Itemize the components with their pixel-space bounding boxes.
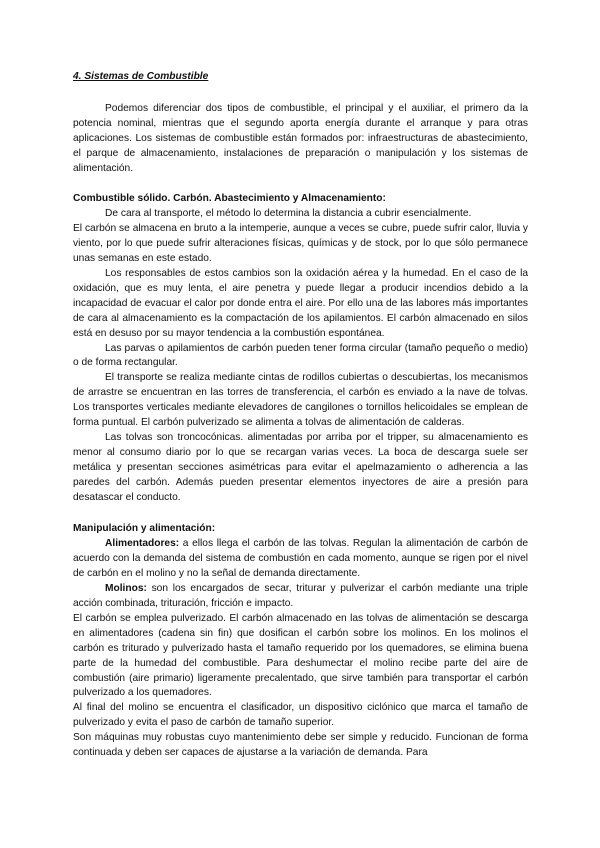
section-heading-handling: Manipulación y alimentación: bbox=[73, 523, 216, 535]
paragraph: Son máquinas muy robustas cuyo mantenimiento debe ser simple y reducido. Funcionan de forma continuada y deben ser capaces de ajustarse a la variación de demanda. Para bbox=[73, 732, 528, 759]
paragraph: El carbón se almacena en bruto a la intemperie, aunque a veces se cubre, puede sufrir calor, lluvia y viento, por lo que puede sufrir alteraciones físicas, químicas y de stock, por lo que sólo permanece unas semanas en este estado. bbox=[73, 223, 528, 265]
paragraph: Las tolvas son troncocónicas. alimentadas por arriba por el tripper, su almacenamiento es menor al consumo diario por lo que se recargan varias veces. La boca de descarga suele ser metálica y presentan secciones asimétricas para evitar el apelmazamiento o adherencia a las paredes del carbón. Además pueden presentar elementos inyectores de aire a presión para desatascar el conducto. bbox=[73, 431, 528, 503]
definition-molinos: son los encargados de secar, triturar y pulverizar el carbón mediante una triple acción combinada, trituración, fricción e impacto. bbox=[73, 583, 528, 609]
paragraph: El transporte se realiza mediante cintas de rodillos cubiertas o descubiertas, los mecanismos de arrastre se encuentran en las torres de transferencia, el carbón es enviado a la nave de tolvas. Los transportes verticales mediante elevadores de cangilones o tornillos helicoidales se emplean de forma puntual. El carbón pulverizado se alimenta a tolvas de alimentación de calderas. bbox=[73, 372, 528, 429]
paragraph: El carbón se emplea pulverizado. El carbón almacenado en las tolvas de alimentación se descarga en alimentadores (cadena sin fin) que dosifican el carbón sobre los molinos. En los molinos el carbón es triturado y pulverizado hasta el tamaño requerido por los quemadores, se elimina buena parte de la humedad del combustible. Para deshumectar el molino recibe parte del aire de combustión (aire primario) ligeramente precalentado, que sirve también para transportar el carbón pulverizado a los quemadores. bbox=[73, 612, 528, 699]
paragraph: Al final del molino se encuentra el clasificador, un dispositivo ciclónico que marca el tamaño de pulverizado y evita el paso de carbón de tamaño superior. bbox=[73, 702, 528, 729]
section-heading-solid-fuel: Combustible sólido. Carbón. Abastecimiento y Almacenamiento: bbox=[73, 193, 386, 205]
paragraph-alimentadores bbox=[73, 537, 528, 582]
paragraph: De cara al transporte, el método lo determina la distancia a cubrir esencialmente. bbox=[105, 208, 472, 220]
document-page bbox=[73, 70, 528, 761]
paragraph: Las parvas o apilamientos de carbón pueden tener forma circular (tamaño pequeño o medio) o de forma rectangular. bbox=[73, 342, 528, 369]
term-molinos: Molinos: bbox=[105, 583, 147, 595]
paragraph: Los responsables de estos cambios son la oxidación aérea y la humedad. En el caso de la oxidación, que es muy lenta, el aire penetra y puede llegar a producir incendios debido a la incapacidad de evacuar el calor por donde entra el aire. Por ello una de las labores más importantes de cara al almacenamiento es la compactación de los apilamientos. El carbón almacenado en silos está en desuso por su mayor tendencia a la combustión espontánea. bbox=[73, 267, 528, 339]
paragraph-molinos bbox=[73, 582, 528, 612]
term-alimentadores: Alimentadores: bbox=[105, 538, 180, 550]
section-title: 4. Sistemas de Combustible bbox=[73, 71, 209, 82]
intro-paragraph: Podemos diferenciar dos tipos de combustible, el principal y el auxiliar, el primero da la potencia nominal, mientras que el segundo aporta energía durante el arranque y para otras aplicaciones. Los sistemas de combustible están formados por: infraestructuras de abastecimiento, el parque de almacenamiento, instalaciones de preparación o manipulación y los sistemas de alimentación. bbox=[73, 102, 528, 174]
definition-alimentadores: a ellos llega el carbón de las tolvas. Regulan la alimentación de carbón de acuerdo con la demanda del sistema de combustión en cada momento, aunque se rigen por el nivel de carbón en el molino y no la señal de demanda directamente. bbox=[73, 538, 528, 580]
